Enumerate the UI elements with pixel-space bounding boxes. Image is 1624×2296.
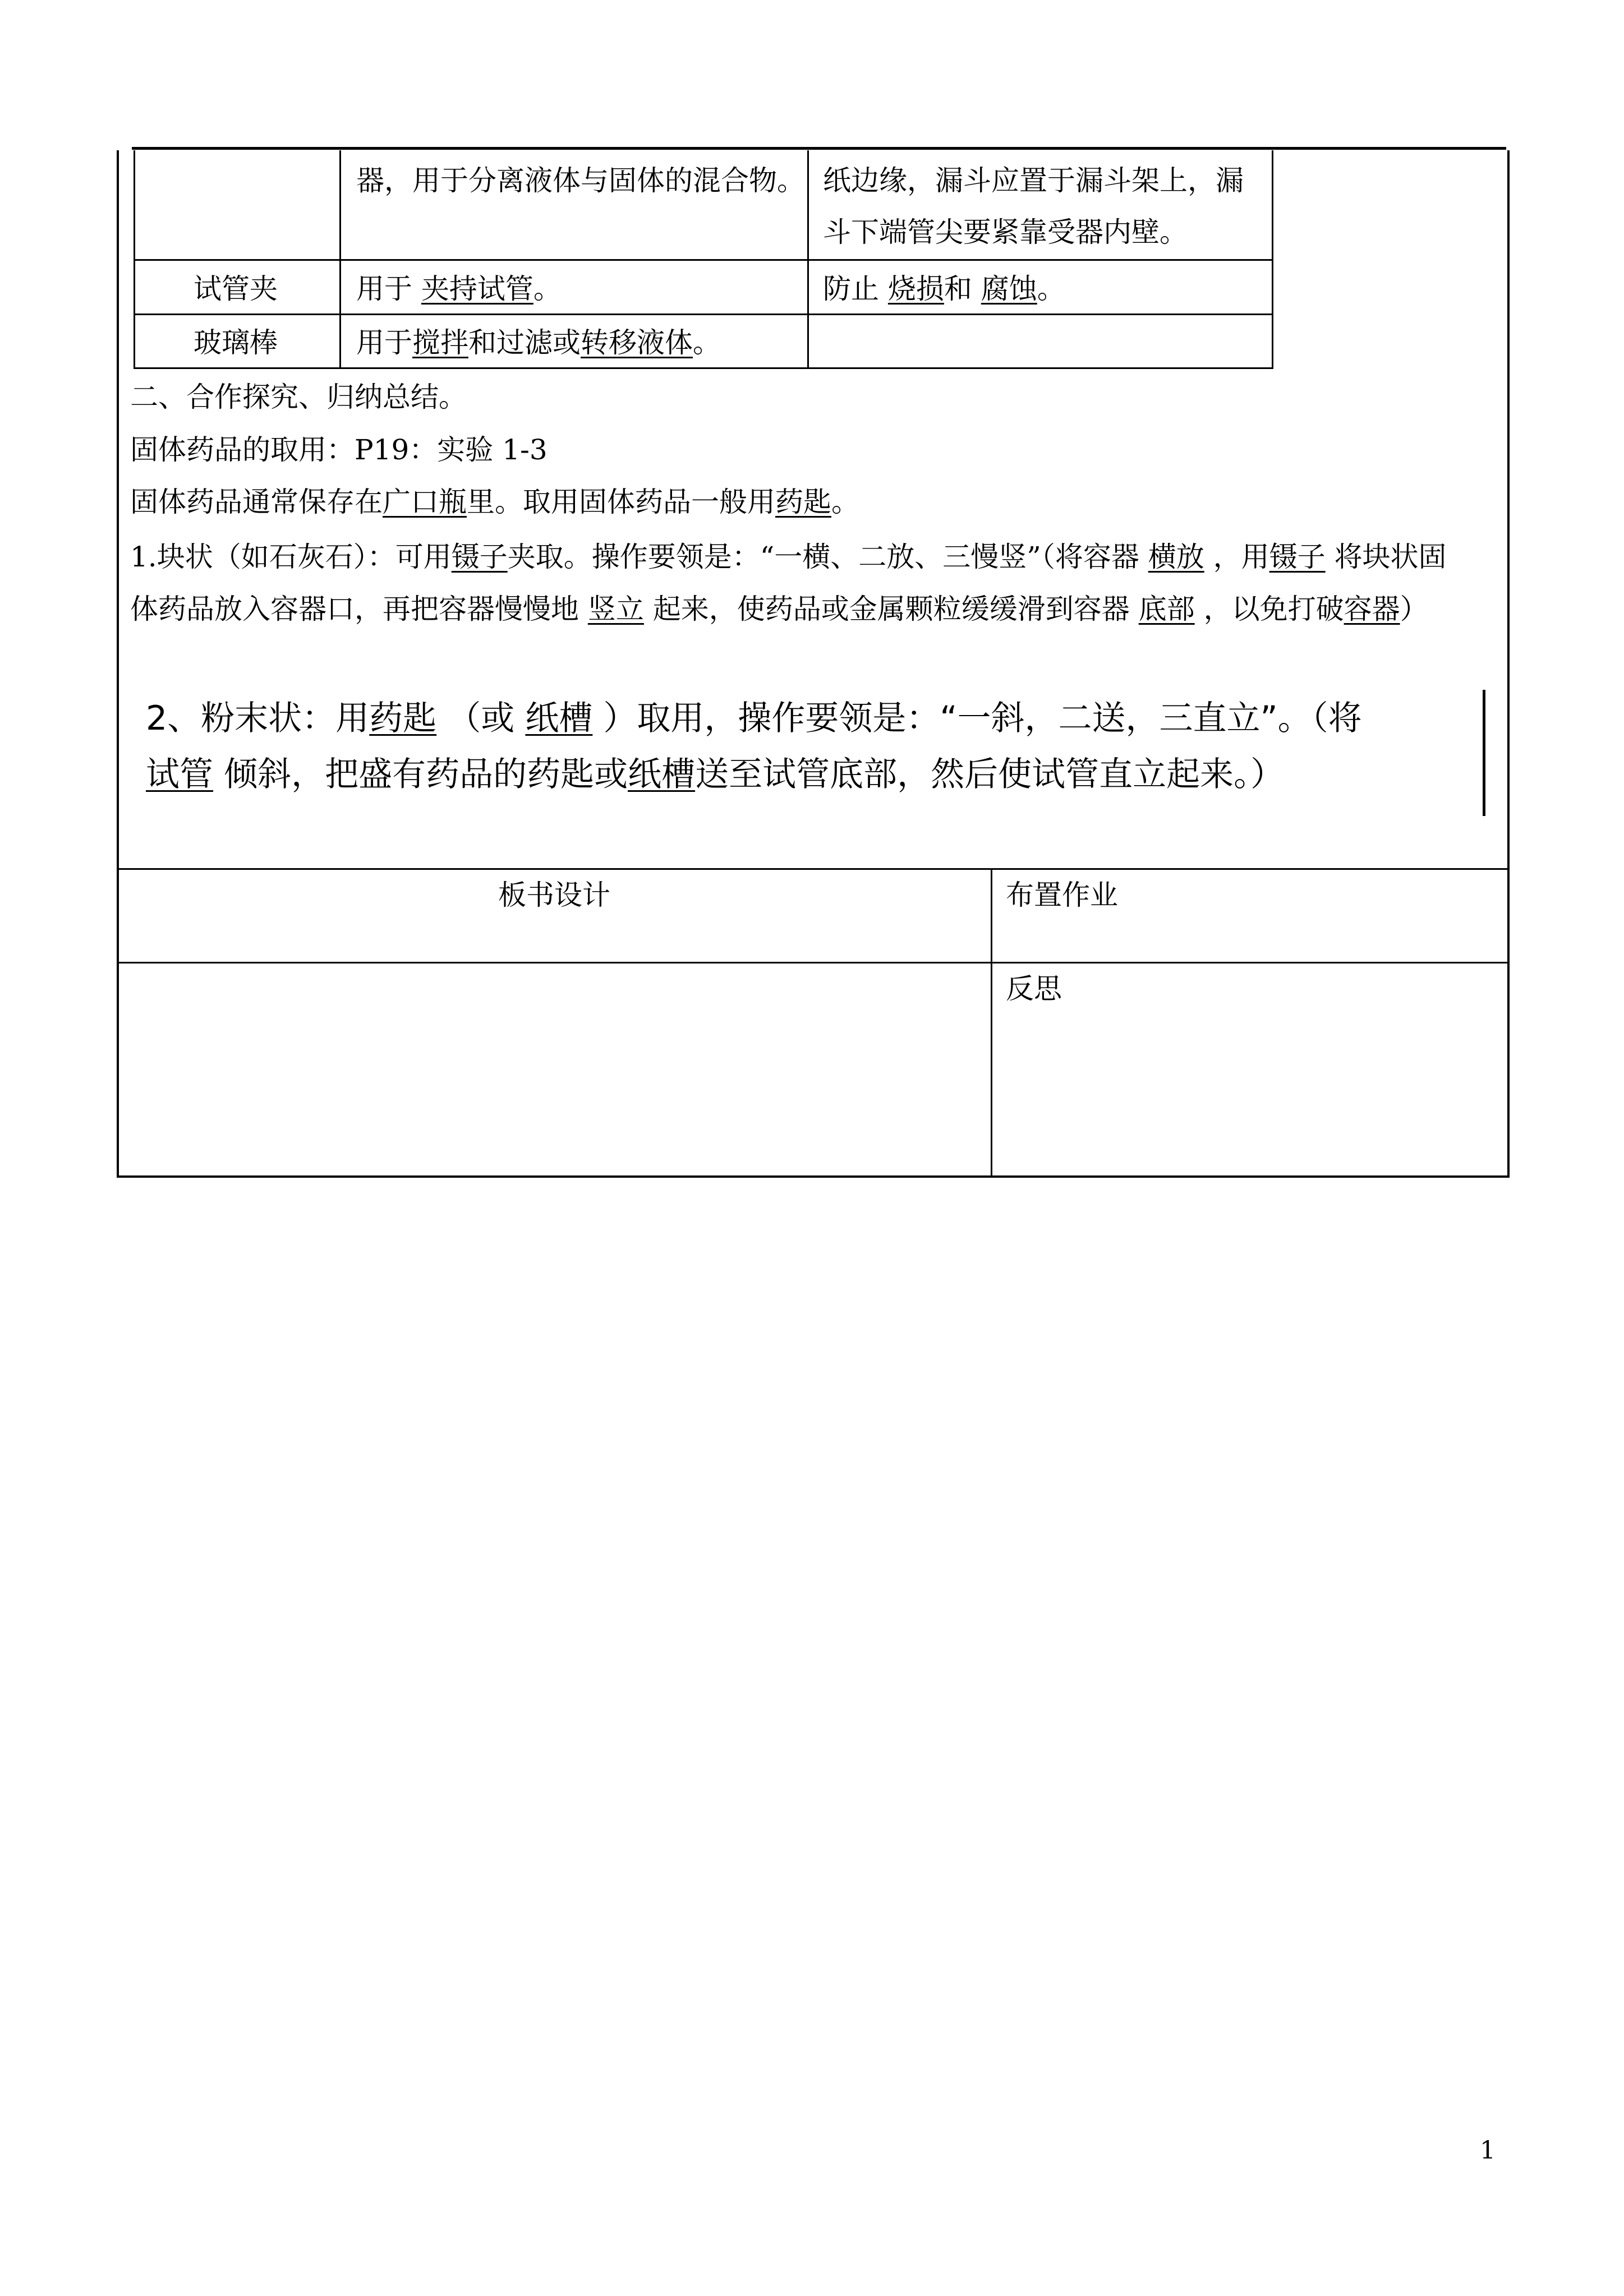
row1-use-text: 器，用于分离液体与固体的混合物。 bbox=[356, 164, 805, 197]
row3-use: 用于搅拌和过滤或转移液体。 bbox=[356, 326, 721, 359]
item2-line1: 2、粉末状：用药匙 （或 纸槽 ）取用，操作要领是：“一斜，二送，三直立”。（将 bbox=[146, 699, 1362, 738]
powder-instructions-image bbox=[140, 687, 1498, 822]
bottom-grid-mid bbox=[117, 962, 1510, 963]
homework-label: 布置作业 bbox=[1006, 879, 1118, 911]
top-rule bbox=[132, 147, 1506, 150]
row2-use: 用于 夹持试管。 bbox=[356, 273, 562, 305]
bottom-grid-top bbox=[117, 868, 1510, 870]
row3-equipment-name: 玻璃棒 bbox=[194, 326, 278, 359]
board-design-label: 板书设计 bbox=[498, 879, 610, 911]
section-heading: 二、合作探究、归纳总结。 bbox=[130, 381, 467, 413]
storage-text: 固体药品通常保存在广口瓶里。取用固体药品一般用药匙。 bbox=[130, 486, 859, 518]
frame-right bbox=[1507, 150, 1510, 1177]
table-row-divider-1 bbox=[134, 259, 1273, 261]
row1-note-line2: 斗下端管尖要紧靠受器内壁。 bbox=[823, 216, 1188, 248]
bottom-grid-divider bbox=[991, 868, 992, 1177]
row2-equipment-name: 试管夹 bbox=[194, 273, 278, 305]
row1-note-line1: 纸边缘，漏斗应置于漏斗架上，漏 bbox=[823, 164, 1244, 197]
row2-note: 防止 烧损和 腐蚀。 bbox=[823, 273, 1065, 305]
table-bottom-border bbox=[134, 367, 1273, 369]
item2-line2: 试管 倾斜，把盛有药品的药匙或纸槽送至试管底部，然后使试管直立起来。） bbox=[146, 755, 1285, 794]
reflection-label: 反思 bbox=[1006, 972, 1062, 1005]
frame-bottom bbox=[117, 1175, 1510, 1178]
item1-line2: 体药品放入容器口，再把容器慢慢地 竖立 起来，使药品或金属颗粒缓缓滑到容器 底部 ，以免打破容器） bbox=[130, 593, 1428, 625]
image-edge-line bbox=[1483, 690, 1485, 816]
section-intro: 固体药品的取用：P19：实验 1-3 bbox=[130, 434, 548, 466]
page-number: 1 bbox=[1480, 2136, 1496, 2165]
frame-left bbox=[117, 150, 119, 1177]
table-row-divider-2 bbox=[134, 313, 1273, 315]
item1-line1: 1.块状（如石灰石）：可用镊子夹取。操作要领是：“一横、二放、三慢竖”（将容器 横放 ，用镊子 将块状固 bbox=[130, 541, 1447, 573]
